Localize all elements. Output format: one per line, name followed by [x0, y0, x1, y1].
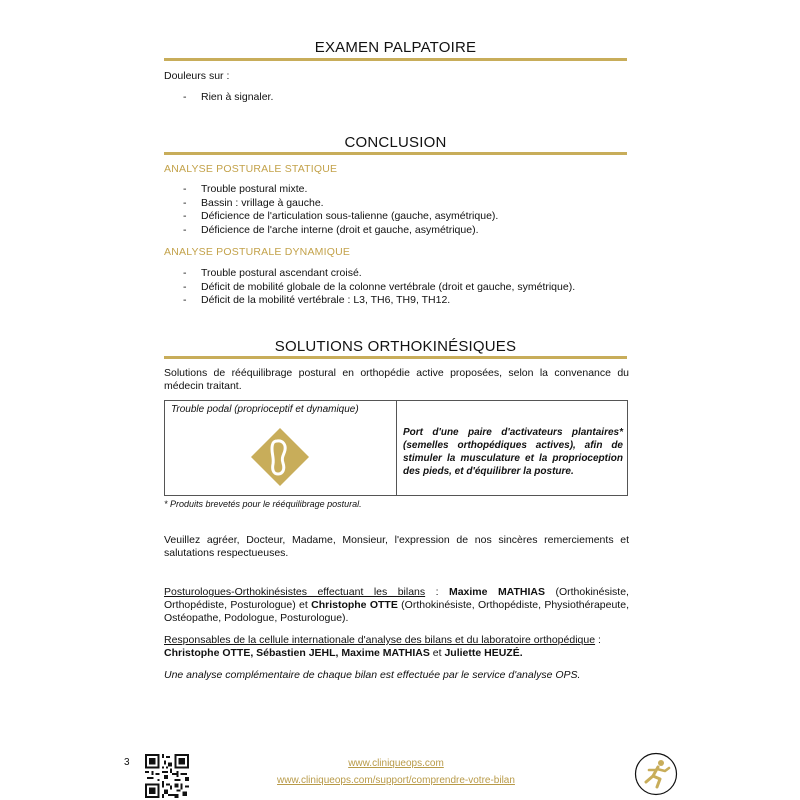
- practitioner-name: Christophe OTTE: [311, 599, 398, 611]
- list-item: - Bassin : vrillage à gauche.: [164, 197, 498, 211]
- responsibles-label: Responsables de la cellule internationale d'analyse des bilans et du laboratoire orthopédique: [164, 634, 596, 646]
- practitioners-label: Posturologues-Orthokinésistes effectuant les bilans: [164, 586, 426, 598]
- list-item: - Déficience de l'arche interne (droit et gauche, asymétrique).: [164, 224, 498, 238]
- practitioner-name: Maxime MATHIAS: [448, 586, 545, 598]
- patent-footnote: * Produits brevetés pour le rééquilibrage postural.: [164, 499, 362, 509]
- conjunction: et: [429, 647, 445, 659]
- footer-links: [260, 755, 532, 789]
- table-caption: Trouble podal (proprioceptif et dynamique): [171, 404, 359, 415]
- list-item: - Rien à signaler.: [164, 91, 273, 105]
- static-analysis-list: [164, 183, 498, 237]
- qr-code-icon: [145, 754, 189, 798]
- section-divider: [164, 356, 627, 359]
- runner-logo-icon: [634, 752, 678, 796]
- analysis-note: Une analyse complémentaire de chaque bilan est effectuée par le service d'analyse OPS.: [164, 669, 581, 681]
- palpation-list: [164, 91, 273, 105]
- table-cell-right: [397, 401, 627, 495]
- palpation-intro: Douleurs sur :: [164, 70, 230, 82]
- insole-recommendation: Port d'une paire d'activateurs plantaires* (semelles orthopédiques actives), afin de stimuler la musculature et la proprioception des pieds, et d'équilibrer la posture.: [403, 427, 623, 477]
- page-number: 3: [124, 757, 130, 768]
- section-title-palpation: EXAMEN PALPATOIRE: [314, 39, 477, 56]
- separator: :: [595, 634, 601, 646]
- dynamic-analysis-heading: ANALYSE POSTURALE DYNAMIQUE: [164, 246, 351, 258]
- solutions-intro: Solutions de rééquilibrage postural en orthopédie active proposées, selon la convenance du médecin traitant.: [164, 367, 629, 392]
- closing-paragraph: Veuillez agréer, Docteur, Madame, Monsieur, l'expression de nos sincères remerciements et salutations respectueuses.: [164, 534, 629, 559]
- static-analysis-heading: ANALYSE POSTURALE STATIQUE: [164, 163, 338, 175]
- practitioner-titles: (Orthokinésiste, Orthopédiste, Physiothérapeute, Ostéopathe, Podologue, Posturologue).: [164, 599, 629, 624]
- solutions-table: [164, 400, 628, 496]
- section-divider: [164, 58, 627, 61]
- section-divider: [164, 152, 627, 155]
- support-link[interactable]: www.cliniqueops.com/support/comprendre-votre-bilan: [277, 775, 515, 786]
- section-title-solutions: SOLUTIONS ORTHOKINÉSIQUES: [274, 338, 517, 355]
- list-item: - Trouble postural ascendant croisé.: [164, 267, 575, 281]
- foot-insole-icon: [250, 427, 310, 487]
- list-item: - Trouble postural mixte.: [164, 183, 498, 197]
- practitioners-paragraph: [164, 586, 629, 625]
- dynamic-analysis-list: [164, 267, 575, 308]
- separator: :: [425, 586, 449, 598]
- table-cell-left: [165, 401, 397, 495]
- section-title-conclusion: CONCLUSION: [344, 134, 447, 151]
- responsibles-paragraph: [164, 634, 629, 660]
- website-link[interactable]: www.cliniqueops.com: [348, 758, 444, 769]
- list-item: - Déficit de la mobilité vertébrale : L3, TH6, TH9, TH12.: [164, 294, 575, 308]
- practitioner-titles: (Orthokinésiste, Orthopédiste, Posturologue) et: [164, 586, 629, 611]
- responsible-names: Christophe OTTE, Sébastien JEHL, Maxime MATHIAS: [164, 647, 430, 659]
- list-item: - Déficience de l'articulation sous-talienne (gauche, asymétrique).: [164, 210, 498, 224]
- responsible-names: Juliette HEUZÉ.: [444, 647, 523, 659]
- list-item: - Déficit de mobilité globale de la colonne vertébrale (droit et gauche, symétrique).: [164, 281, 575, 295]
